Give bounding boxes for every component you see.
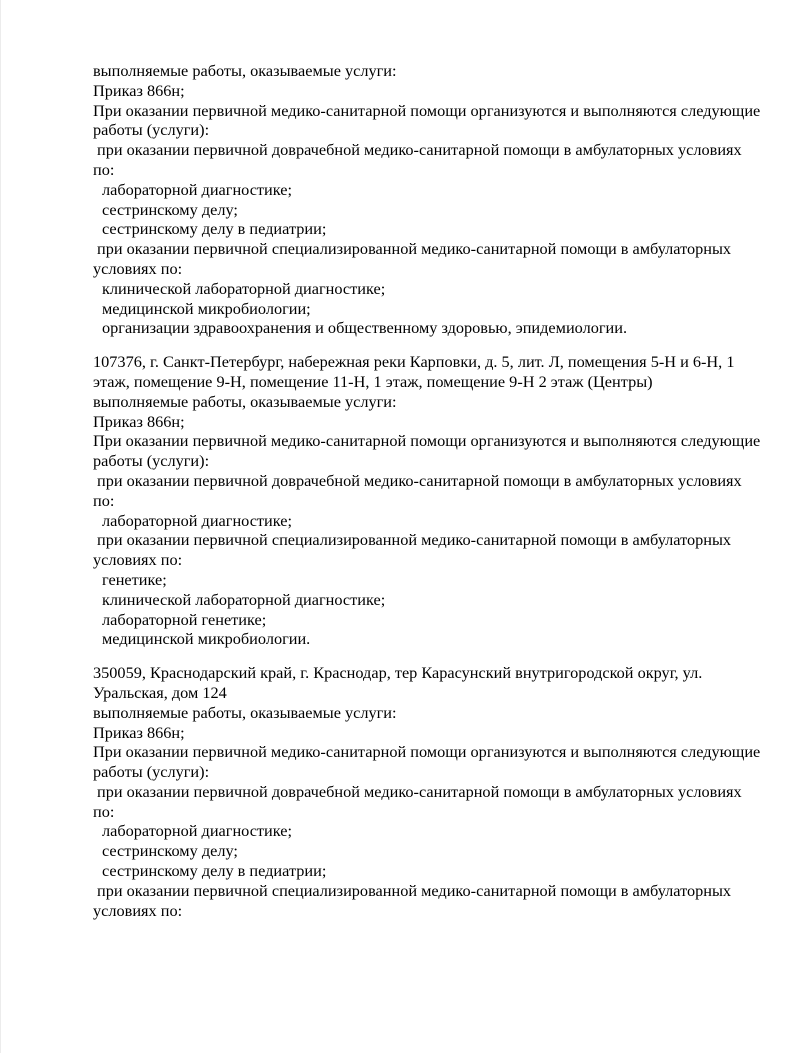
text-line: работы (услуги): — [93, 120, 210, 140]
license-section-address-spb — [93, 352, 761, 649]
license-works-text — [93, 61, 761, 920]
text-line: медицинской микробиологии. — [102, 629, 311, 649]
text-line: этаж, помещение 9-Н, помещение 11-Н, 1 этаж, помещение 9-Н 2 этаж (Центры) — [93, 371, 653, 391]
text-line: при оказании первичной доврачебной медико-санитарной помощи в амбулаторных условиях — [97, 781, 742, 801]
text-line: выполняемые работы, оказываемые услуги: — [93, 702, 397, 722]
text-line: при оказании первичной доврачебной медико-санитарной помощи в амбулаторных условиях — [97, 140, 742, 160]
text-line: по: — [93, 159, 115, 179]
text-line: 350059, Краснодарский край, г. Краснодар, тер Карасунский внутригородской округ, ул. — [93, 663, 703, 683]
text-line: работы (услуги): — [93, 451, 210, 471]
text-line: сестринскому делу в педиатрии; — [102, 861, 327, 881]
text-line: Приказ 866н; — [93, 722, 185, 742]
text-line: при оказании первичной специализированной медико-санитарной помощи в амбулаторных — [97, 880, 732, 900]
text-line: клинической лабораторной диагностике; — [102, 589, 386, 609]
text-line: при оказании первичной специализированной медико-санитарной помощи в амбулаторных — [97, 239, 732, 259]
text-line: сестринскому делу в педиатрии; — [102, 219, 327, 239]
text-line: при оказании первичной доврачебной медико-санитарной помощи в амбулаторных условиях — [97, 470, 742, 490]
text-line: Приказ 866н; — [93, 411, 185, 431]
text-line: Приказ 866н; — [93, 80, 185, 100]
text-line: работы (услуги): — [93, 762, 210, 782]
text-line: 107376, г. Санкт-Петербург, набережная реки Карповки, д. 5, лит. Л, помещения 5-Н и 6-Н, 1 — [93, 352, 735, 372]
text-line: по: — [93, 801, 115, 821]
text-line: При оказании первичной медико-санитарной помощи организуются и выполняются следующие — [93, 742, 761, 762]
license-section-address-krasnodar — [93, 663, 761, 920]
text-line: При оказании первичной медико-санитарной помощи организуются и выполняются следующие — [93, 100, 761, 120]
text-line: лабораторной диагностике; — [102, 821, 293, 841]
text-line: выполняемые работы, оказываемые услуги: — [93, 61, 397, 80]
text-line: медицинской микробиологии; — [102, 298, 311, 318]
text-line: условиях по: — [93, 900, 183, 920]
text-line: генетике; — [102, 569, 167, 589]
text-line: выполняемые работы, оказываемые услуги: — [93, 391, 397, 411]
text-line: Уральская, дом 124 — [93, 682, 227, 702]
text-line: сестринскому делу; — [102, 199, 238, 219]
text-line: лабораторной генетике; — [102, 609, 267, 629]
license-section-services-continued — [93, 61, 761, 338]
text-line: при оказании первичной специализированной медико-санитарной помощи в амбулаторных — [97, 530, 732, 550]
text-line: организации здравоохранения и общественному здоровью, эпидемиологии. — [102, 318, 628, 338]
text-line: лабораторной диагностике; — [102, 179, 293, 199]
text-line: условиях по: — [93, 258, 183, 278]
text-line: клинической лабораторной диагностике; — [102, 278, 386, 298]
text-line: При оказании первичной медико-санитарной помощи организуются и выполняются следующие — [93, 431, 761, 451]
text-line: лабораторной диагностике; — [102, 510, 293, 530]
text-line: сестринскому делу; — [102, 841, 238, 861]
text-line: условиях по: — [93, 550, 183, 570]
text-line: по: — [93, 490, 115, 510]
